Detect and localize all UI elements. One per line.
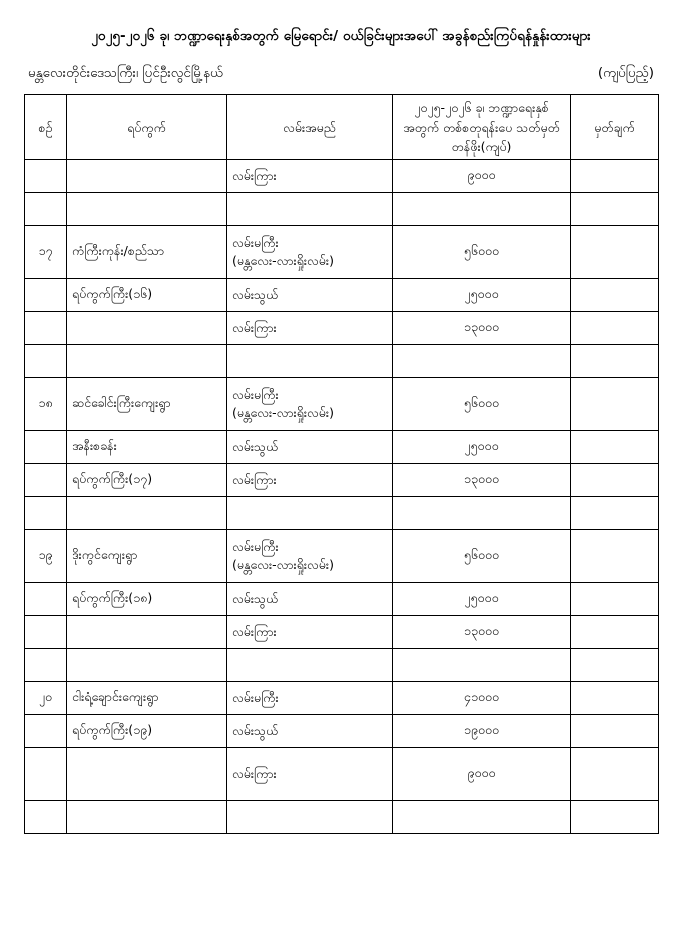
cell-note bbox=[571, 345, 659, 378]
cell-road-name: လမ်းကြား bbox=[227, 616, 393, 649]
subheader bbox=[28, 64, 654, 84]
cell-rate: ၂၅၀၀၀ bbox=[393, 279, 571, 312]
cell-road-name bbox=[227, 497, 393, 530]
cell-rate: ၁၃၀၀၀ bbox=[393, 616, 571, 649]
table-row bbox=[25, 378, 659, 431]
column-header-no: စဉ် bbox=[25, 95, 67, 160]
road-name-main: လမ်းမကြီး bbox=[232, 387, 279, 403]
column-header-rate: ၂၀၂၅-၂၀၂၆ ခု၊ ဘဏ္ဍာရေးနှစ်အတွက် တစ်စတုရန်းပေ သတ်မှတ်တန်ဖိုး(ကျပ်) bbox=[393, 95, 571, 160]
cell-ward bbox=[67, 312, 227, 345]
cell-serial-no: ၁၇ bbox=[25, 226, 67, 279]
cell-ward bbox=[67, 801, 227, 834]
cell-ward bbox=[67, 497, 227, 530]
cell-serial-no bbox=[25, 748, 67, 801]
cell-road-name bbox=[227, 801, 393, 834]
region-label: မန္တလေးတိုင်းဒေသကြီး၊ ပြင်ဦးလွင်မြို့နယ် bbox=[28, 65, 224, 82]
cell-road-name: လမ်းကြား bbox=[227, 312, 393, 345]
cell-serial-no bbox=[25, 801, 67, 834]
cell-rate: ၉၀၀၀ bbox=[393, 748, 571, 801]
cell-rate: ၁၉၀၀၀ bbox=[393, 715, 571, 748]
cell-note bbox=[571, 583, 659, 616]
cell-note bbox=[571, 682, 659, 715]
column-header-road: လမ်းအမည် bbox=[227, 95, 393, 160]
table-row bbox=[25, 583, 659, 616]
cell-road-name: လမ်းသွယ် bbox=[227, 279, 393, 312]
cell-road-name bbox=[227, 378, 393, 431]
table-body bbox=[25, 160, 659, 834]
cell-rate bbox=[393, 193, 571, 226]
cell-note bbox=[571, 378, 659, 431]
cell-ward: ရပ်ကွက်ကြီး(၁၈) bbox=[67, 583, 227, 616]
cell-rate: ၉၀၀၀ bbox=[393, 160, 571, 193]
table-header bbox=[25, 95, 659, 160]
cell-note bbox=[571, 616, 659, 649]
cell-ward: ရပ်ကွက်ကြီး(၁၆) bbox=[67, 279, 227, 312]
table-row-spacer bbox=[25, 801, 659, 834]
cell-ward bbox=[67, 616, 227, 649]
cell-serial-no bbox=[25, 649, 67, 682]
column-header-ward: ရပ်ကွက် bbox=[67, 95, 227, 160]
cell-road-name: လမ်းကြား bbox=[227, 464, 393, 497]
cell-note bbox=[571, 801, 659, 834]
cell-ward: ဒိုးကွင်ကျေးရွာ bbox=[67, 530, 227, 583]
cell-rate bbox=[393, 649, 571, 682]
cell-rate bbox=[393, 497, 571, 530]
cell-note bbox=[571, 279, 659, 312]
cell-road-name: လမ်းကြား bbox=[227, 160, 393, 193]
page-title: ၂၀၂၅-၂၀၂၆ ခု၊ ဘဏ္ဍာရေးနှစ်အတွက် မြေရောင်း/ ဝယ်ခြင်းများအပေါ် အခွန်စည်းကြပ်ရန်နှုန်းထားများ bbox=[91, 28, 591, 44]
cell-road-name: လမ်းသွယ် bbox=[227, 431, 393, 464]
cell-ward bbox=[67, 748, 227, 801]
cell-serial-no: ၁၉ bbox=[25, 530, 67, 583]
cell-note bbox=[571, 193, 659, 226]
cell-rate: ၂၅၀၀၀ bbox=[393, 431, 571, 464]
cell-road-name bbox=[227, 649, 393, 682]
cell-serial-no bbox=[25, 431, 67, 464]
cell-note bbox=[571, 497, 659, 530]
cell-note bbox=[571, 312, 659, 345]
cell-note bbox=[571, 530, 659, 583]
rates-table bbox=[24, 94, 659, 834]
cell-serial-no bbox=[25, 497, 67, 530]
table-row-spacer bbox=[25, 497, 659, 530]
table-row bbox=[25, 226, 659, 279]
cell-rate: ၁၃၀၀၀ bbox=[393, 464, 571, 497]
cell-serial-no bbox=[25, 583, 67, 616]
cell-serial-no bbox=[25, 279, 67, 312]
cell-road-name: လမ်းကြား bbox=[227, 748, 393, 801]
cell-serial-no: ၂၀ bbox=[25, 682, 67, 715]
road-name-main: လမ်းမကြီး bbox=[232, 539, 279, 555]
road-name-main: လမ်းမကြီး bbox=[232, 235, 279, 251]
cell-ward: ကံကြီးကုန်း/စည်သာ bbox=[67, 226, 227, 279]
cell-serial-no bbox=[25, 715, 67, 748]
cell-road-name bbox=[227, 345, 393, 378]
cell-note bbox=[571, 431, 659, 464]
table-row bbox=[25, 312, 659, 345]
table-row bbox=[25, 748, 659, 801]
cell-serial-no bbox=[25, 312, 67, 345]
road-name-sub: (မန္တလေး-လားရှိုးလမ်း) bbox=[232, 557, 334, 573]
cell-serial-no bbox=[25, 616, 67, 649]
cell-note bbox=[571, 649, 659, 682]
table-row bbox=[25, 715, 659, 748]
cell-road-name bbox=[227, 530, 393, 583]
cell-ward: ရပ်ကွက်ကြီး(၁၉) bbox=[67, 715, 227, 748]
cell-road-name bbox=[227, 193, 393, 226]
cell-ward bbox=[67, 345, 227, 378]
cell-road-name bbox=[227, 226, 393, 279]
cell-serial-no bbox=[25, 193, 67, 226]
cell-note bbox=[571, 748, 659, 801]
table-row-spacer bbox=[25, 193, 659, 226]
table-row bbox=[25, 279, 659, 312]
cell-rate: ၁၃၀၀၀ bbox=[393, 312, 571, 345]
road-name-sub: (မန္တလေး-လားရှိုးလမ်း) bbox=[232, 405, 334, 421]
cell-serial-no bbox=[25, 345, 67, 378]
table-row-spacer bbox=[25, 345, 659, 378]
cell-serial-no bbox=[25, 464, 67, 497]
currency-label: (ကျပ်ပြည့်) bbox=[597, 65, 654, 82]
cell-note bbox=[571, 160, 659, 193]
cell-rate bbox=[393, 345, 571, 378]
cell-serial-no bbox=[25, 160, 67, 193]
road-name-sub: (မန္တလေး-လားရှိုးလမ်း) bbox=[232, 253, 334, 269]
cell-note bbox=[571, 464, 659, 497]
cell-ward: ငါးရံ့ချောင်းကျေးရွာ bbox=[67, 682, 227, 715]
cell-ward bbox=[67, 160, 227, 193]
cell-serial-no: ၁၈ bbox=[25, 378, 67, 431]
cell-ward: ဆင်ခေါင်းကြီးကျေးရွာ bbox=[67, 378, 227, 431]
cell-rate: ၂၅၀၀၀ bbox=[393, 583, 571, 616]
cell-ward bbox=[67, 649, 227, 682]
table-row-spacer bbox=[25, 649, 659, 682]
cell-note bbox=[571, 226, 659, 279]
cell-rate: ၄၁၀၀၀ bbox=[393, 682, 571, 715]
table-row bbox=[25, 160, 659, 193]
cell-ward bbox=[67, 193, 227, 226]
table-row bbox=[25, 530, 659, 583]
table-row bbox=[25, 682, 659, 715]
table-row bbox=[25, 464, 659, 497]
table-row bbox=[25, 616, 659, 649]
cell-rate: ၅၆၀၀၀ bbox=[393, 226, 571, 279]
cell-rate: ၅၆၀၀၀ bbox=[393, 378, 571, 431]
cell-road-name: လမ်းသွယ် bbox=[227, 583, 393, 616]
column-header-note: မှတ်ချက် bbox=[571, 95, 659, 160]
cell-road-name: လမ်းသွယ် bbox=[227, 715, 393, 748]
cell-note bbox=[571, 715, 659, 748]
table-header-row bbox=[25, 95, 659, 160]
cell-rate: ၅၆၀၀၀ bbox=[393, 530, 571, 583]
cell-rate bbox=[393, 801, 571, 834]
cell-ward: အနီးစခန်း bbox=[67, 431, 227, 464]
table-row bbox=[25, 431, 659, 464]
cell-ward: ရပ်ကွက်ကြီး(၁၇) bbox=[67, 464, 227, 497]
cell-road-name: လမ်းမကြီး bbox=[227, 682, 393, 715]
